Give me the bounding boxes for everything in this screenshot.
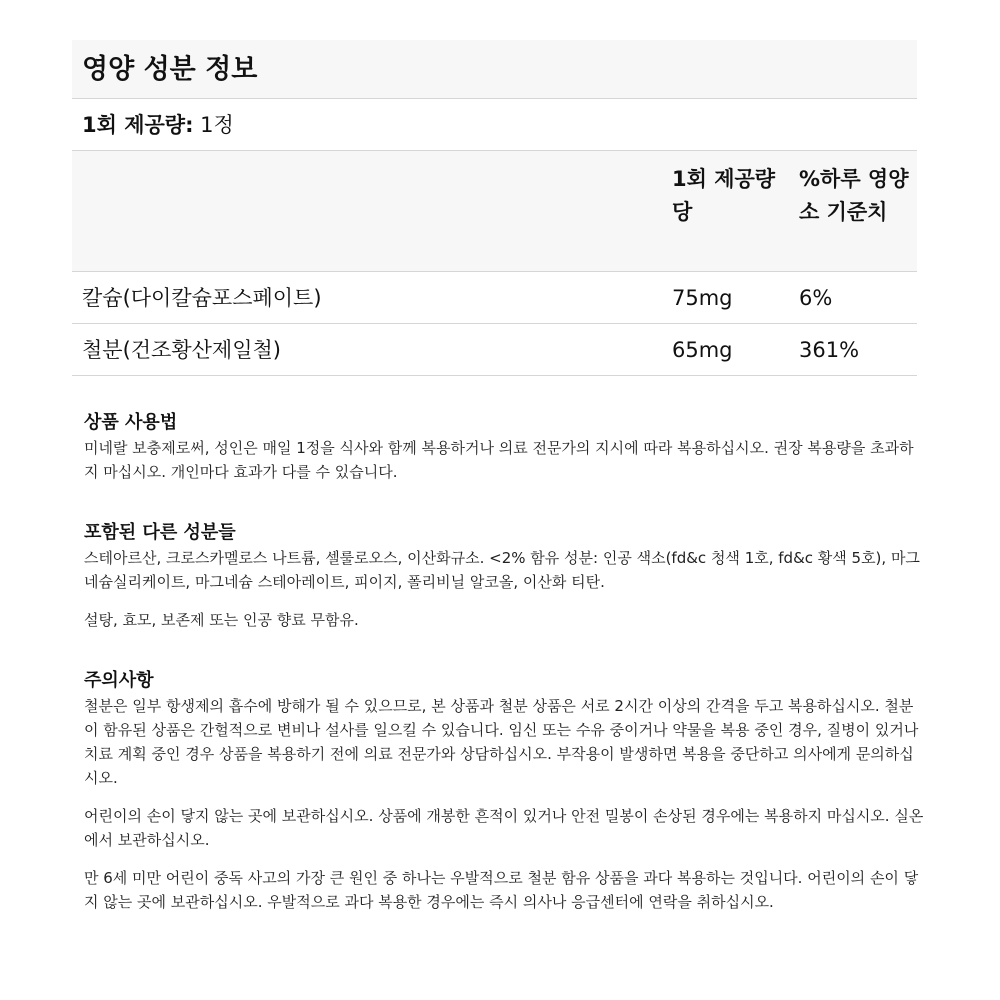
- column-header-daily-value: %하루 영양소 기준치: [799, 167, 909, 224]
- warning-paragraph: 철분은 일부 항생제의 흡수에 방해가 될 수 있으므로, 본 상품과 철분 상품은 서로 2시간 이상의 간격을 두고 복용하십시오. 철분이 함유된 상품은 간헐적으로 변비나 설사를 일으킬 수 있습니다. 임신 또는 수유 중이거나 약물을 복용 중인 경우, 질병이 있거나 치료 계획 중인 경우 상품을 복용하기 전에 의료 전문가와 상담하십시오. 부작용이 발생하면 복용을 중단하고 의사에게 문의하십시오.: [84, 697, 919, 787]
- warnings-section: [84, 668, 924, 914]
- nutrient-name: 칼슘(다이칼슘포스페이트): [82, 286, 322, 310]
- serving-size-row: [72, 99, 917, 151]
- facts-title: 영양 성분 정보: [72, 40, 917, 99]
- warning-paragraph: 만 6세 미만 어린이 중독 사고의 가장 큰 원인 중 하나는 우발적으로 철분 함유 상품을 과다 복용하는 것입니다. 어린이의 손이 닿지 않는 곳에 보관하십시오. 우발적으로 과다 복용한 경우에는 즉시 의사나 응급센터에 연락을 취하십시오.: [84, 869, 919, 911]
- serving-size-value: 1정: [193, 113, 234, 137]
- warning-paragraph: 어린이의 손이 닿지 않는 곳에 보관하십시오. 상품에 개봉한 흔적이 있거나 안전 밀봉이 손상된 경우에는 복용하지 마십시오. 실온에서 보관하십시오.: [84, 807, 924, 849]
- nutrient-amount: 65mg: [672, 338, 733, 362]
- usage-text: 미네랄 보충제로써, 성인은 매일 1정을 식사와 함께 복용하거나 의료 전문가의 지시에 따라 복용하십시오. 권장 복용량을 초과하지 마십시오. 개인마다 효과가 다를 수 있습니다.: [84, 439, 914, 481]
- nutrient-name: 철분(건조황산제일철): [82, 338, 281, 362]
- other-ingredients-section: [84, 520, 924, 632]
- product-info-sections: [84, 410, 924, 914]
- warnings-title: 주의사항: [84, 670, 154, 691]
- serving-size-label: 1회 제공량:: [82, 113, 194, 137]
- nutrient-daily-value: 361%: [799, 338, 860, 362]
- usage-section: [84, 410, 924, 484]
- table-row: [72, 272, 917, 324]
- nutrient-amount: 75mg: [672, 286, 733, 310]
- usage-title: 상품 사용법: [84, 412, 178, 433]
- nutrition-facts-table: [72, 40, 917, 376]
- table-header-row: [72, 151, 917, 272]
- other-ingredients-title: 포함된 다른 성분들: [84, 522, 236, 543]
- free-from-text: 설탕, 효모, 보존제 또는 인공 향료 무함유.: [84, 611, 359, 629]
- other-ingredients-text: 스테아르산, 크로스카멜로스 나트륨, 셀룰로오스, 이산화규소. <2% 함유 성분: 인공 색소(fd&c 청색 1호, fd&c 황색 5호), 마그네슘실리케이트, 마그네슘 스테아레이트, 피이지, 폴리비닐 알코올, 이산화 티탄.: [84, 549, 920, 591]
- nutrient-daily-value: 6%: [799, 286, 833, 310]
- table-row: [72, 324, 917, 376]
- column-header-amount: 1회 제공량당: [672, 167, 776, 224]
